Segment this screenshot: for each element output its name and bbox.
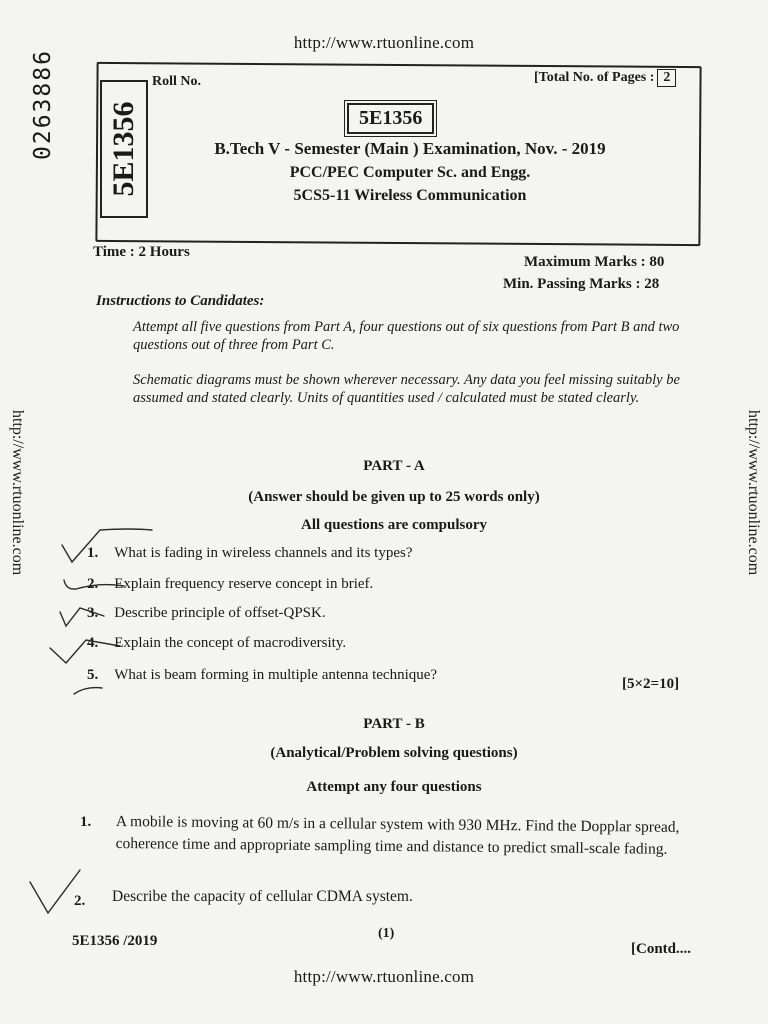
roll-label: Roll No.	[152, 74, 201, 89]
time-allowed: Time : 2 Hours	[93, 244, 190, 260]
footer-code: 5E1356 /2019	[72, 933, 158, 949]
part-a-question-3	[87, 605, 326, 622]
part-a-question-4	[87, 635, 346, 652]
part-b-subtitle: (Analytical/Problem solving questions)	[270, 745, 518, 761]
instructions-para-1: Attempt all five questions from Part A, four questions out of six questions from Part B and two questions out of three from Part C.	[133, 319, 680, 353]
question-text: Explain frequency reserve concept in brief.	[114, 576, 374, 592]
maximum-marks: Maximum Marks : 80	[524, 254, 665, 270]
part-a-subtitle: (Answer should be given up to 25 words only)	[248, 489, 540, 505]
watermark-url-right: http://www.rtuonline.com	[745, 410, 762, 576]
part-b-question-1-number: 1.	[80, 814, 92, 830]
serial-number: 0263886	[30, 49, 56, 160]
question-number: 1.	[87, 545, 99, 561]
question-text: Describe principle of offset-QPSK.	[114, 605, 326, 621]
page-number: (1)	[378, 926, 395, 941]
part-b-title: PART - B	[363, 716, 425, 732]
part-a-note: All questions are compulsory	[301, 517, 487, 533]
watermark-url-top: http://www.rtuonline.com	[293, 33, 475, 52]
pages-value: 2	[657, 69, 676, 87]
part-b-question-2-text: Describe the capacity of cellular CDMA system.	[112, 888, 413, 905]
tick-mark-icon	[74, 688, 102, 694]
part-b-note: Attempt any four questions	[306, 779, 482, 795]
paper-code: 5E1356	[347, 103, 434, 134]
continued-label: [Contd....	[631, 941, 692, 957]
total-pages	[534, 69, 676, 87]
part-b-question-2-number: 2.	[74, 893, 86, 909]
min-passing-marks: Min. Passing Marks : 28	[503, 276, 660, 292]
part-a-title: PART - A	[363, 458, 425, 474]
question-text: What is fading in wireless channels and its types?	[114, 545, 413, 561]
part-a-marks: [5×2=10]	[622, 676, 680, 692]
watermark-url-left: http://www.rtuonline.com	[9, 410, 26, 576]
watermark-url-bottom: http://www.rtuonline.com	[293, 967, 475, 986]
subject: 5CS5-11 Wireless Communication	[293, 187, 527, 204]
part-a-question-1	[87, 545, 413, 562]
part-b-question-1-text: A mobile is moving at 60 m/s in a cellular system with 930 MHz. Find the Dopplar spread, coherence time and appropriate sampling time and distance to predict small-scale fading.	[115, 812, 680, 858]
branch: PCC/PEC Computer Sc. and Engg.	[289, 164, 531, 181]
question-number: 5.	[87, 667, 99, 683]
instructions-heading: Instructions to Candidates:	[96, 293, 265, 309]
paper-code-vertical: 5E1356	[107, 101, 140, 197]
question-text: Explain the concept of macrodiversity.	[114, 635, 347, 651]
part-a-question-5	[87, 667, 437, 684]
tick-mark-icon	[30, 870, 80, 913]
question-number: 3.	[87, 605, 99, 621]
question-text: What is beam forming in multiple antenna technique?	[114, 667, 438, 683]
instructions-para-2: Schematic diagrams must be shown wherever necessary. Any data you feel missing suitably be assumed and stated clearly. Units of quantities used / calculated must be stated clearly.	[133, 372, 680, 406]
part-a-question-2	[87, 576, 373, 593]
question-number: 4.	[87, 635, 99, 651]
exam-title: B.Tech V - Semester (Main ) Examination, Nov. - 2019	[214, 139, 606, 158]
pages-label: [Total No. of Pages :	[534, 70, 655, 85]
question-number: 2.	[87, 576, 99, 592]
